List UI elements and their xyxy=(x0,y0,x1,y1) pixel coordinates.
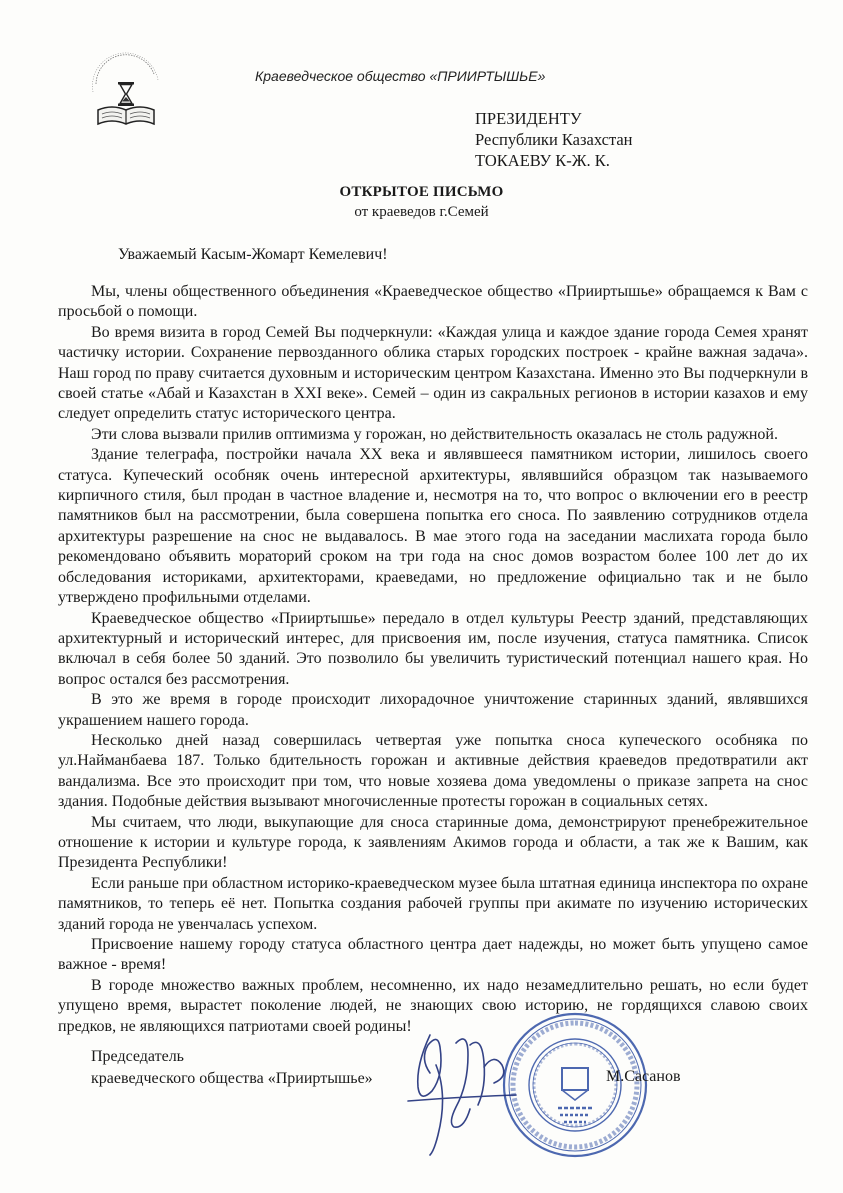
signer-title xyxy=(91,1046,373,1090)
paragraph: Мы, члены общественного объединения «Краеведческое общество «Прииртышье» обращаемся к Вам с просьбой о помощи. xyxy=(58,283,808,321)
addressee-line: ПРЕЗИДЕНТУ xyxy=(475,109,582,128)
greeting: Уважаемый Касым-Жомарт Кемелевич! xyxy=(118,246,388,263)
paragraph: Присвоение нашему городу статуса областного центра дает надежды, но может быть упущено самое важное - время! xyxy=(58,936,808,974)
book-hourglass-logo xyxy=(88,44,162,134)
paragraph: Эти слова вызвали прилив оптимизма у горожан, но действительность оказалась не столь радужной. xyxy=(91,425,778,443)
handwritten-signature xyxy=(398,1025,528,1160)
signer-organization: краеведческого общества «Прииртышье» xyxy=(91,1070,373,1087)
paragraph: Во время визита в город Семей Вы подчеркнули: «Каждая улица и каждое здание города Семея хранят частичку истории. Сохранение первозданного облика старых городских построек - крайне важная задача». Наш город по праву считается духовным и историческим центром Казахстана. Именно это Вы подчеркнули в своей статье «Абай и Казахстан в XXI веке». Семей – один из сакральных регионов в истории казахов и ему следует определить статус исторического центра. xyxy=(58,323,808,423)
addressee-line: ТОКАЕВУ К-Ж. К. xyxy=(475,151,610,170)
letter-subtitle: от краеведов г.Семей xyxy=(354,204,489,220)
signer-position: Председатель xyxy=(91,1048,184,1065)
addressee-block xyxy=(475,108,633,171)
paragraph: Если раньше при областном историко-краеведческом музее была штатная единица инспектора по охране памятников, то теперь её нет. Попытка создания рабочей группы при акимате по изучению исторических зданий города не увенчалась успехом. xyxy=(58,874,808,933)
paragraph: В это же время в городе происходит лихорадочное уничтожение старинных зданий, являвшихся украшением нашего города. xyxy=(58,691,808,729)
paragraph: Мы считаем, что люди, выкупающие для сноса старинные дома, демонстрируют пренебрежительное отношение к истории и культуре города, к заявлениям Акимов города и области, а так же к Вашим, как Президента Республики! xyxy=(58,813,808,872)
paragraph: Несколько дней назад совершилась четвертая уже попытка сноса купеческого особняка по ул.Найманбаева 187. Только бдительность горожан и активные действия краеведов предотвратили акт вандализма. Все это происходит при том, что новые хозяева дома уведомлены о приказе запрета на снос здания. Подобные действия вызывают многочисленные протесты горожан в социальных сетях. xyxy=(58,731,808,811)
paragraph: Краеведческое общество «Прииртышье» передало в отдел культуры Реестр зданий, представляющих архитектурный и исторический интерес, для присвоения им, после изучения, статуса памятника. Список включал в себя более 50 зданий. Это позволило бы увеличить туристический потенциал нашего края. Но вопрос остался без рассмотрения. xyxy=(58,609,808,688)
letter-body xyxy=(58,282,808,1037)
paragraph: Здание телеграфа, постройки начала XX века и являвшееся памятником истории, лишилось своего статуса. Купеческий особняк очень интересной архитектуры, являвшийся образцом так называемого кирпичного стиля, был продан в частное владение и, несмотря на то, что вопрос о включении его в реестр памятников был на рассмотрении, была совершена попытка его сноса. По заявлению сотрудников отдела архитектуры разрешение на снос не выдавалось. В мае этого года на заседании маслихата города было рекомендовано объявить мораторий сроком на три года на снос домов возрастом более 100 лет до их обследования историками, архитекторами, краеведами, но предложение официально так и не было утверждено профильными отделами. xyxy=(58,446,808,607)
signer-name: М.Сасанов xyxy=(606,1068,681,1085)
letter-title: ОТКРЫТОЕ ПИСЬМО xyxy=(339,184,504,200)
org-header: Краеведческое общество «ПРИИРТЫШЬЕ» xyxy=(255,68,546,84)
addressee-line: Республики Казахстан xyxy=(475,130,633,149)
paragraph: В городе множество важных проблем, несомненно, их надо незамедлительно решать, но если будет упущено время, вырастет поколение людей, не знающих свою историю, не гордящихся славою своих предков, не являющихся патриотами своей родины! xyxy=(58,976,808,1035)
